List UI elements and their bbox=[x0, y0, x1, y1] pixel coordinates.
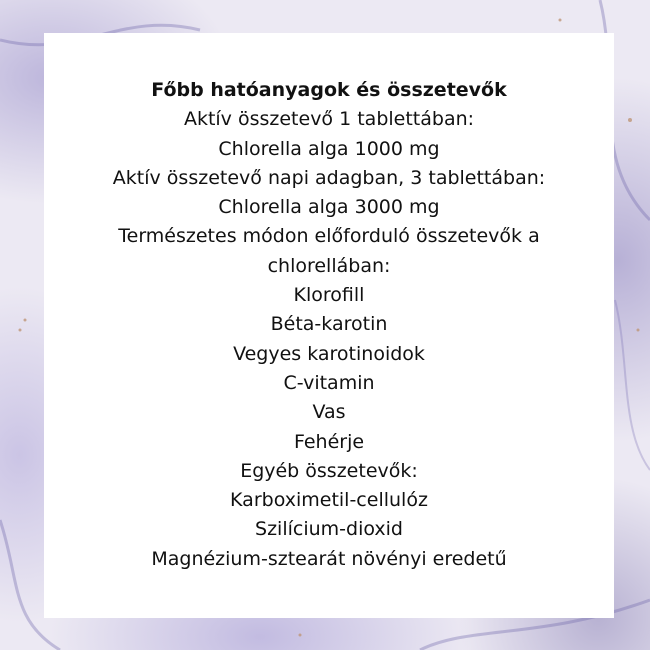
ingredient-line: Klorofill bbox=[293, 284, 365, 307]
ingredient-line: Chlorella alga 3000 mg bbox=[218, 196, 440, 219]
ingredient-line: Vegyes karotinoidok bbox=[233, 342, 425, 365]
ingredient-line: Természetes módon előforduló összetevők a bbox=[118, 225, 540, 248]
ingredient-line: Egyéb összetevők: bbox=[240, 459, 418, 482]
card-title: Főbb hatóanyagok és összetevők bbox=[151, 79, 507, 101]
ingredient-line: Aktív összetevő napi adagban, 3 tablettában: bbox=[112, 166, 546, 189]
ingredient-line: Chlorella alga 1000 mg bbox=[218, 137, 440, 160]
ingredient-line: Béta-karotin bbox=[270, 313, 388, 336]
ingredient-line: Fehérje bbox=[293, 430, 365, 453]
ingredient-line: Aktív összetevő 1 tablettában: bbox=[183, 108, 475, 131]
ingredient-line: C-vitamin bbox=[283, 371, 375, 394]
ingredient-line: Karboximetil-cellulóz bbox=[230, 489, 428, 512]
ingredient-line: chlorellában: bbox=[267, 254, 391, 277]
ingredient-line: Vas bbox=[312, 401, 346, 424]
ingredient-line: Magnézium-sztearát növényi eredetű bbox=[151, 547, 507, 570]
ingredients-card bbox=[44, 33, 614, 618]
ingredients-text bbox=[44, 76, 614, 574]
ingredient-line: Szilícium-dioxid bbox=[255, 518, 403, 541]
